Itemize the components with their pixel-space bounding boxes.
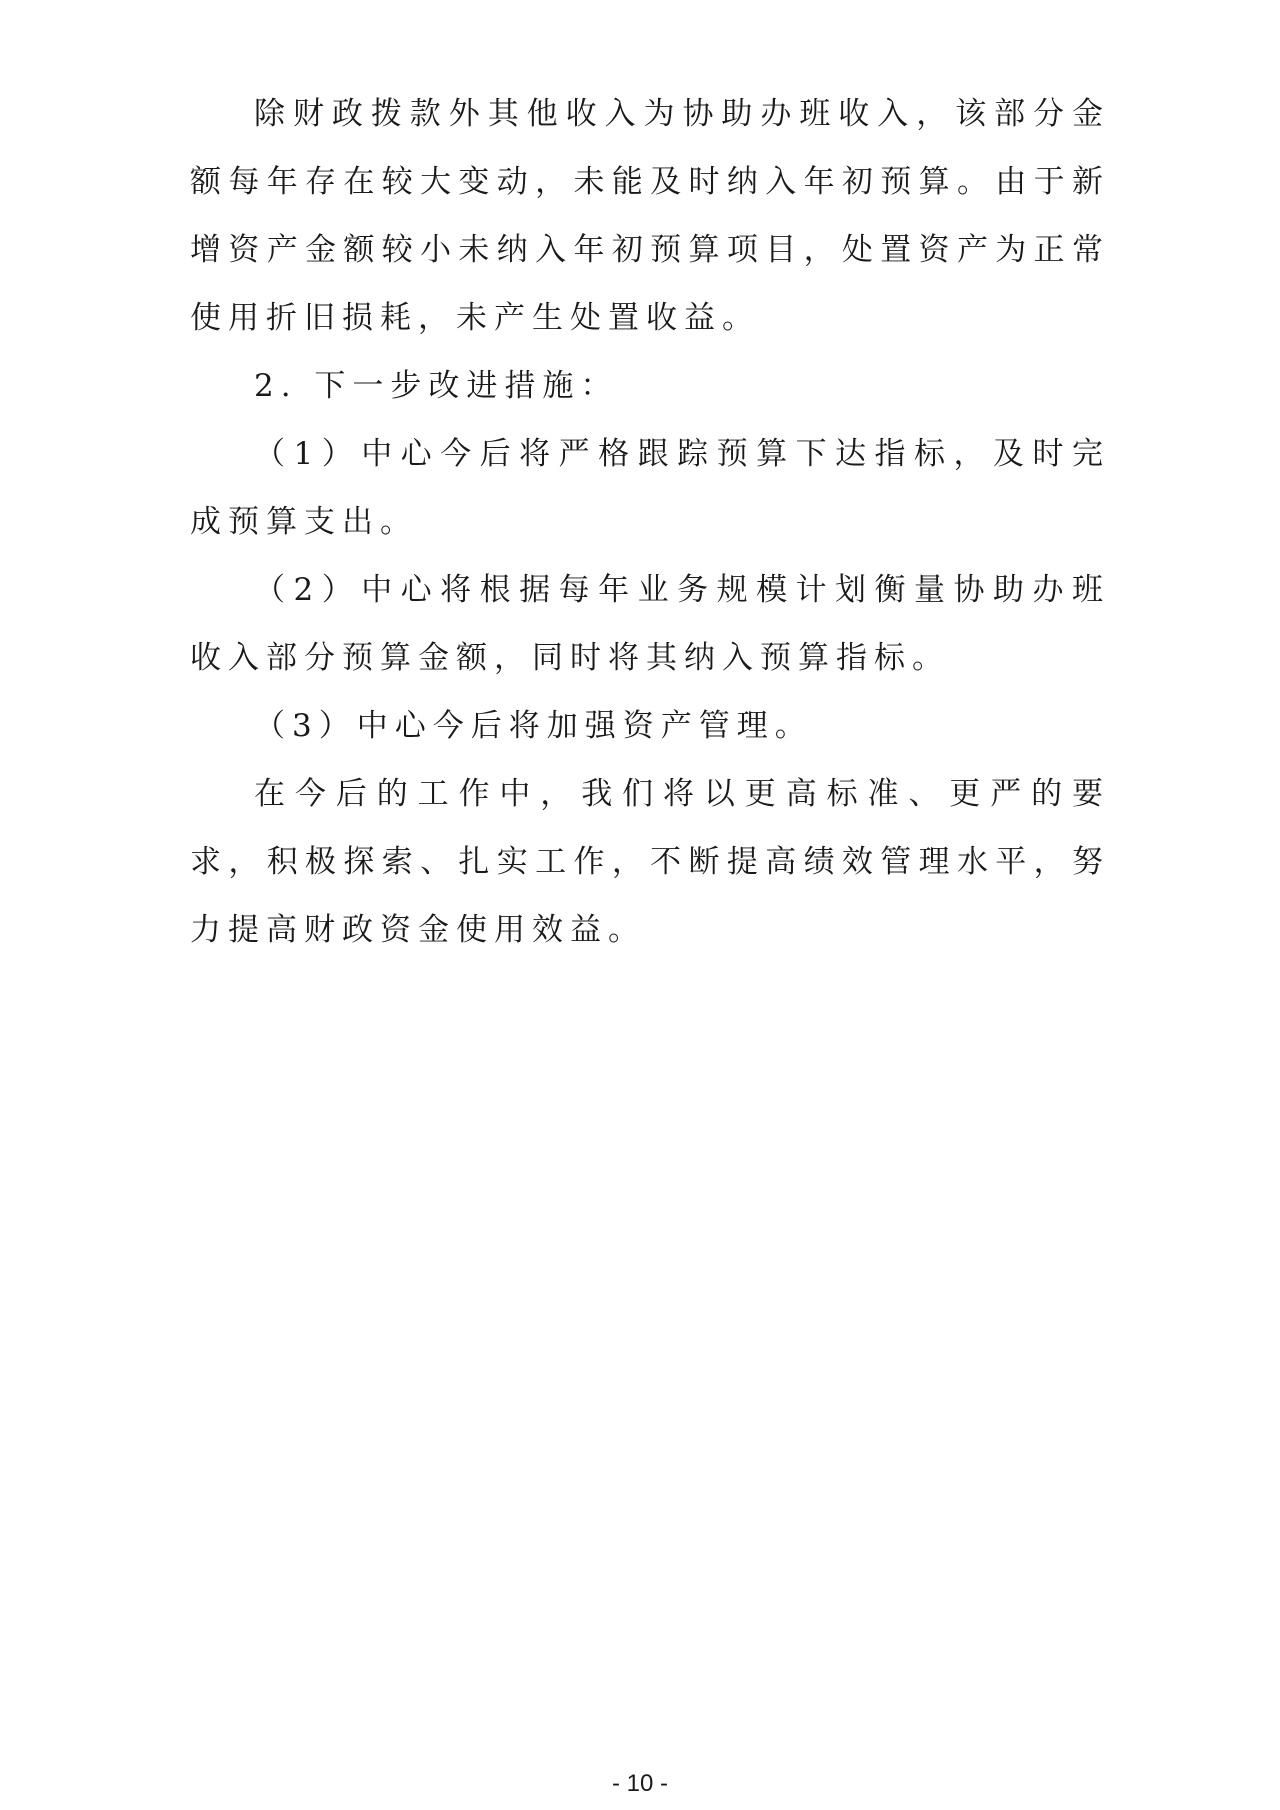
paragraph-measure-1: （1）中心今后将严格跟踪预算下达指标，及时完成预算支出。 <box>190 436 1110 540</box>
page-number: - 10 - <box>611 1770 668 1797</box>
document-body <box>190 80 1110 964</box>
paragraph-measure-2: （2）中心将根据每年业务规模计划衡量协助办班收入部分预算金额，同时将其纳入预算指标。 <box>190 572 1110 676</box>
paragraph-improvement-heading: 2. 下一步改进措施： <box>254 368 619 404</box>
paragraph-measure-3: （3）中心今后将加强资产管理。 <box>254 708 813 744</box>
paragraph-income-explanation: 除财政拨款外其他收入为协助办班收入，该部分金额每年存在较大变动，未能及时纳入年初预算。由于新增资产金额较小未纳入年初预算项目，处置资产为正常使用折旧损耗，未产生处置收益。 <box>190 96 1110 336</box>
paragraph-conclusion: 在今后的工作中，我们将以更高标准、更严的要求，积极探索、扎实工作，不断提高绩效管理水平，努力提高财政资金使用效益。 <box>190 776 1110 948</box>
